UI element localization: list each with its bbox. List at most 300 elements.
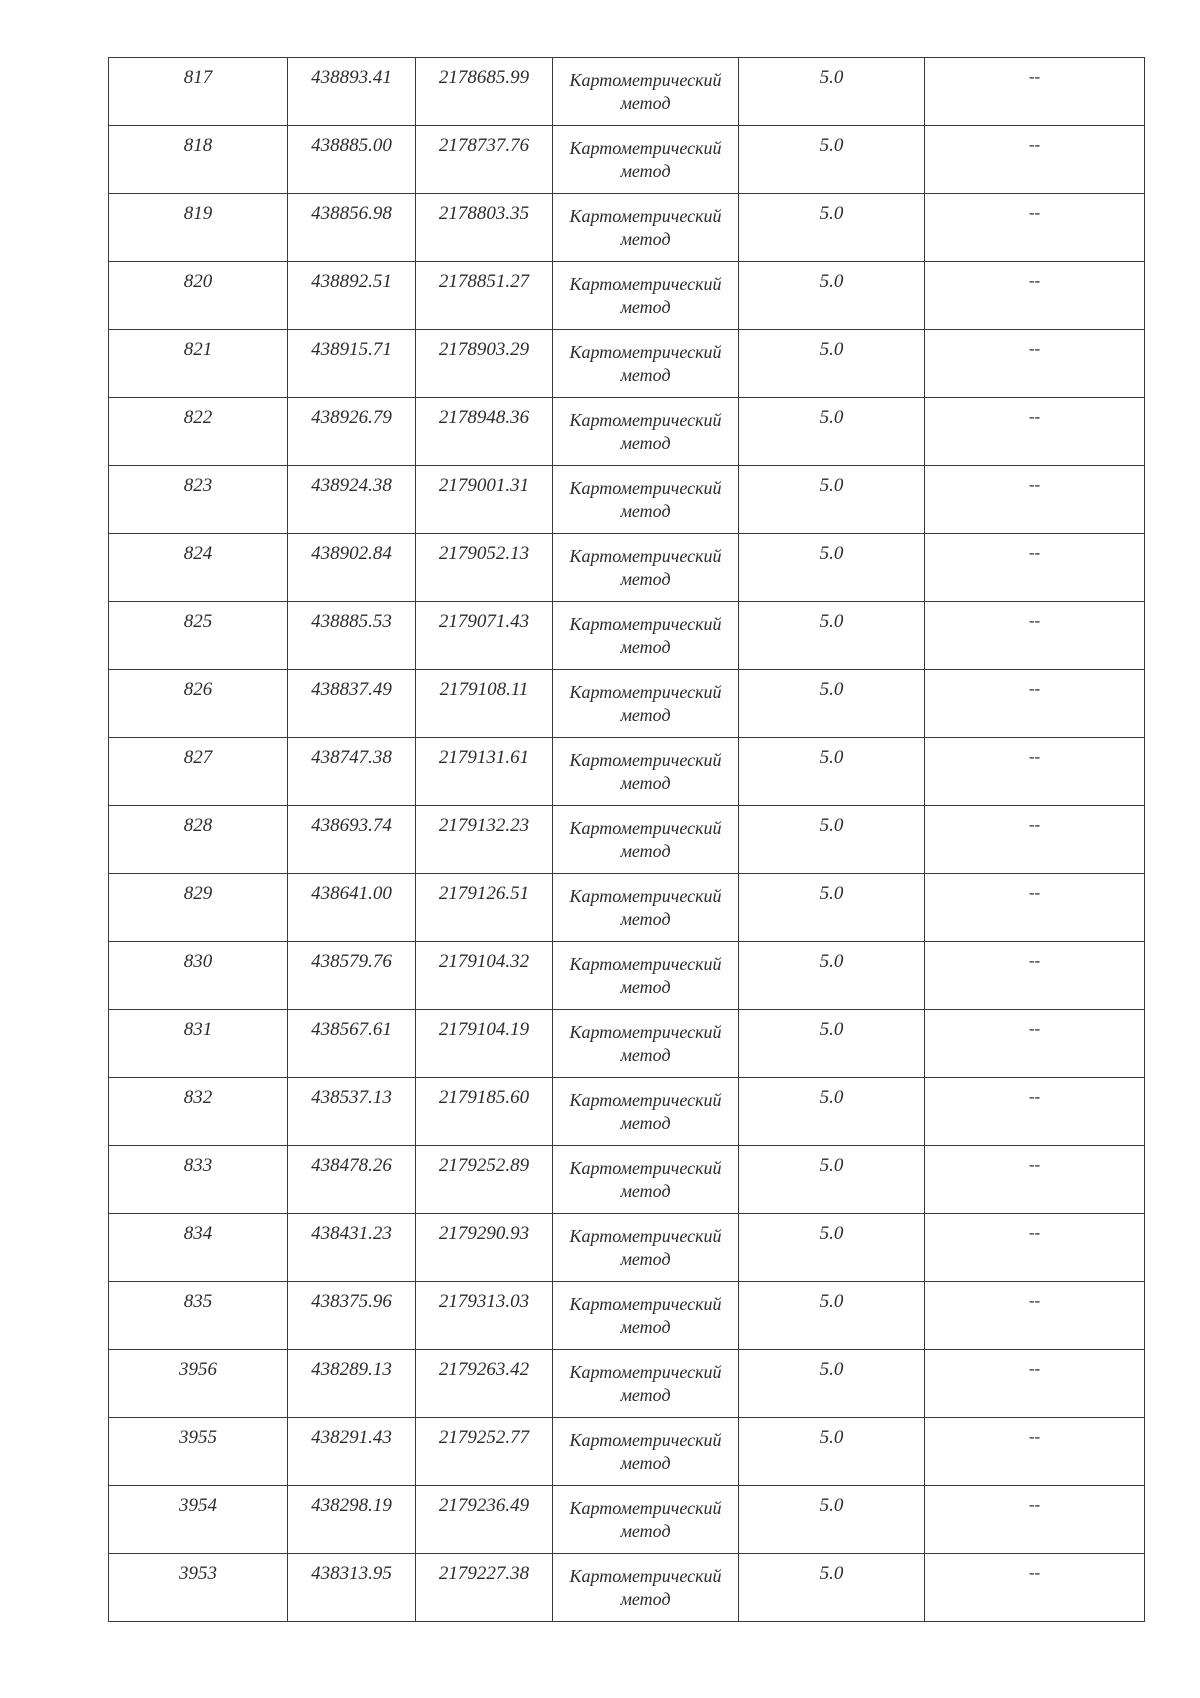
coordinate-y-text: 2179126.51 — [438, 883, 530, 904]
method-line-2: метод — [620, 297, 671, 317]
note-text: -- — [1028, 271, 1041, 290]
coordinate-x-text: 438892.51 — [311, 271, 392, 292]
method-line-1: Картометрический — [569, 1498, 722, 1518]
coordinate-x-text: 438893.41 — [311, 67, 392, 88]
coordinate-x-text: 438924.38 — [311, 475, 392, 496]
method-line-1: Картометрический — [569, 1090, 722, 1110]
table-row — [109, 1214, 1145, 1282]
note-text: -- — [1028, 1155, 1041, 1174]
coordinate-x-text: 438915.71 — [311, 339, 392, 360]
method-line-1: Картометрический — [569, 1362, 722, 1382]
coordinate-x-cell — [288, 1486, 416, 1554]
point-number-text: 820 — [183, 271, 213, 292]
coordinate-x-text: 438641.00 — [311, 883, 392, 904]
note-cell — [925, 806, 1145, 874]
accuracy-text: 5.0 — [819, 747, 844, 768]
method-text — [553, 1146, 738, 1203]
method-line-1: Картометрический — [569, 342, 722, 362]
method-line-1: Картометрический — [569, 206, 722, 226]
note-cell — [925, 1350, 1145, 1418]
accuracy-text: 5.0 — [819, 543, 844, 564]
method-line-2: метод — [620, 1317, 671, 1337]
method-line-2: метод — [620, 1589, 671, 1609]
note-cell — [925, 398, 1145, 466]
point-number-cell — [109, 1350, 288, 1418]
accuracy-cell — [739, 874, 925, 942]
method-text — [553, 874, 738, 931]
point-number-text: 824 — [183, 543, 213, 564]
note-cell — [925, 262, 1145, 330]
method-cell — [553, 194, 739, 262]
method-line-1: Картометрический — [569, 1226, 722, 1246]
point-number-text: 834 — [183, 1223, 213, 1244]
method-line-2: метод — [620, 841, 671, 861]
method-line-1: Картометрический — [569, 138, 722, 158]
table-row — [109, 1010, 1145, 1078]
point-number-text: 823 — [183, 475, 213, 496]
method-text — [553, 58, 738, 115]
coordinate-y-cell — [416, 1078, 553, 1146]
note-text: -- — [1028, 1563, 1041, 1582]
note-text: -- — [1028, 1019, 1041, 1038]
method-text — [553, 1010, 738, 1067]
method-line-1: Картометрический — [569, 546, 722, 566]
coordinate-y-cell — [416, 1010, 553, 1078]
method-line-1: Картометрический — [569, 818, 722, 838]
note-cell — [925, 194, 1145, 262]
note-text: -- — [1028, 135, 1041, 154]
method-line-2: метод — [620, 433, 671, 453]
note-text: -- — [1028, 543, 1041, 562]
method-cell — [553, 1486, 739, 1554]
coordinate-x-cell — [288, 602, 416, 670]
point-number-cell — [109, 1146, 288, 1214]
coordinate-x-cell — [288, 466, 416, 534]
method-text — [553, 1078, 738, 1135]
coordinate-x-cell — [288, 670, 416, 738]
method-line-2: метод — [620, 569, 671, 589]
table-row — [109, 806, 1145, 874]
coordinate-y-text: 2179104.19 — [438, 1019, 530, 1040]
table-row — [109, 1486, 1145, 1554]
coordinate-x-text: 438291.43 — [311, 1427, 392, 1448]
method-text — [553, 398, 738, 455]
note-cell — [925, 942, 1145, 1010]
method-line-1: Картометрический — [569, 682, 722, 702]
point-number-cell — [109, 126, 288, 194]
coordinate-y-text: 2179185.60 — [438, 1087, 530, 1108]
coordinate-y-cell — [416, 670, 553, 738]
coordinate-x-text: 438567.61 — [311, 1019, 392, 1040]
point-number-text: 822 — [183, 407, 213, 428]
point-number-cell — [109, 534, 288, 602]
coordinate-y-text: 2179001.31 — [438, 475, 530, 496]
accuracy-text: 5.0 — [819, 951, 844, 972]
coordinate-y-text: 2178948.36 — [438, 407, 530, 428]
method-line-1: Картометрический — [569, 1022, 722, 1042]
coordinate-y-cell — [416, 1146, 553, 1214]
point-number-text: 831 — [183, 1019, 213, 1040]
point-number-cell — [109, 602, 288, 670]
table-row — [109, 1418, 1145, 1486]
point-number-cell — [109, 738, 288, 806]
method-cell — [553, 398, 739, 466]
accuracy-text: 5.0 — [819, 1359, 844, 1380]
method-line-1: Картометрический — [569, 274, 722, 294]
note-cell — [925, 126, 1145, 194]
accuracy-cell — [739, 330, 925, 398]
table-row — [109, 126, 1145, 194]
method-text — [553, 1486, 738, 1543]
coordinate-x-text: 438313.95 — [311, 1563, 392, 1584]
accuracy-text: 5.0 — [819, 271, 844, 292]
method-line-2: метод — [620, 1521, 671, 1541]
table-row — [109, 942, 1145, 1010]
accuracy-text: 5.0 — [819, 1087, 844, 1108]
method-cell — [553, 942, 739, 1010]
coordinate-x-text: 438885.00 — [311, 135, 392, 156]
note-text: -- — [1028, 679, 1041, 698]
method-line-2: метод — [620, 637, 671, 657]
note-cell — [925, 1418, 1145, 1486]
point-number-text: 3956 — [179, 1359, 217, 1380]
coordinate-y-cell — [416, 1214, 553, 1282]
method-line-2: метод — [620, 501, 671, 521]
note-cell — [925, 330, 1145, 398]
method-text — [553, 738, 738, 795]
accuracy-text: 5.0 — [819, 135, 844, 156]
coordinate-x-cell — [288, 330, 416, 398]
coordinate-x-text: 438693.74 — [311, 815, 392, 836]
method-text — [553, 1418, 738, 1475]
coordinate-x-cell — [288, 534, 416, 602]
accuracy-cell — [739, 1078, 925, 1146]
coordinate-x-cell — [288, 126, 416, 194]
coordinate-x-cell — [288, 1010, 416, 1078]
coordinate-x-text: 438856.98 — [311, 203, 392, 224]
method-line-1: Картометрический — [569, 70, 722, 90]
method-line-1: Картометрический — [569, 1294, 722, 1314]
point-number-text: 826 — [183, 679, 213, 700]
accuracy-cell — [739, 1010, 925, 1078]
method-line-2: метод — [620, 977, 671, 997]
coordinate-x-cell — [288, 1214, 416, 1282]
accuracy-cell — [739, 1554, 925, 1622]
method-cell — [553, 738, 739, 806]
method-cell — [553, 874, 739, 942]
note-cell — [925, 670, 1145, 738]
coordinate-y-cell — [416, 126, 553, 194]
coordinate-x-text: 438885.53 — [311, 611, 392, 632]
method-line-2: метод — [620, 1113, 671, 1133]
method-cell — [553, 466, 739, 534]
note-text: -- — [1028, 1359, 1041, 1378]
coordinate-y-text: 2179252.77 — [438, 1427, 530, 1448]
point-number-cell — [109, 262, 288, 330]
coordinate-y-text: 2178903.29 — [438, 339, 530, 360]
method-text — [553, 602, 738, 659]
table-row — [109, 1078, 1145, 1146]
coordinate-x-cell — [288, 874, 416, 942]
coordinate-x-text: 438537.13 — [311, 1087, 392, 1108]
coordinate-y-cell — [416, 194, 553, 262]
table-row — [109, 534, 1145, 602]
method-line-2: метод — [620, 229, 671, 249]
method-text — [553, 194, 738, 251]
note-text: -- — [1028, 1291, 1041, 1310]
note-text: -- — [1028, 747, 1041, 766]
table-row — [109, 58, 1145, 126]
method-cell — [553, 602, 739, 670]
note-text: -- — [1028, 339, 1041, 358]
method-cell — [553, 670, 739, 738]
point-number-cell — [109, 1554, 288, 1622]
accuracy-cell — [739, 738, 925, 806]
point-number-cell — [109, 1078, 288, 1146]
note-cell — [925, 58, 1145, 126]
method-cell — [553, 330, 739, 398]
coordinate-x-cell — [288, 1350, 416, 1418]
point-number-cell — [109, 874, 288, 942]
method-cell — [553, 534, 739, 602]
note-text: -- — [1028, 203, 1041, 222]
accuracy-cell — [739, 1282, 925, 1350]
point-number-text: 818 — [183, 135, 213, 156]
accuracy-cell — [739, 602, 925, 670]
coordinate-x-text: 438579.76 — [311, 951, 392, 972]
table-body — [109, 58, 1145, 1622]
note-cell — [925, 1010, 1145, 1078]
note-text: -- — [1028, 1495, 1041, 1514]
coordinate-y-text: 2179132.23 — [438, 815, 530, 836]
table-row — [109, 602, 1145, 670]
point-number-text: 830 — [183, 951, 213, 972]
coordinate-x-text: 438837.49 — [311, 679, 392, 700]
note-text: -- — [1028, 951, 1041, 970]
note-cell — [925, 1078, 1145, 1146]
table-row — [109, 738, 1145, 806]
point-number-text: 819 — [183, 203, 213, 224]
coordinate-y-cell — [416, 1554, 553, 1622]
coordinate-x-cell — [288, 1554, 416, 1622]
method-line-1: Картометрический — [569, 478, 722, 498]
method-cell — [553, 1554, 739, 1622]
coordinate-y-text: 2179252.89 — [438, 1155, 530, 1176]
accuracy-text: 5.0 — [819, 1563, 844, 1584]
method-line-2: метод — [620, 1453, 671, 1473]
method-line-1: Картометрический — [569, 614, 722, 634]
coordinate-y-cell — [416, 262, 553, 330]
point-number-text: 829 — [183, 883, 213, 904]
point-number-cell — [109, 1486, 288, 1554]
coordinate-y-cell — [416, 330, 553, 398]
method-line-2: метод — [620, 93, 671, 113]
method-cell — [553, 806, 739, 874]
point-number-cell — [109, 670, 288, 738]
method-text — [553, 1350, 738, 1407]
coordinate-y-cell — [416, 398, 553, 466]
method-line-2: метод — [620, 1045, 671, 1065]
accuracy-text: 5.0 — [819, 1155, 844, 1176]
point-number-text: 832 — [183, 1087, 213, 1108]
point-number-text: 828 — [183, 815, 213, 836]
point-number-text: 3953 — [179, 1563, 217, 1584]
note-cell — [925, 466, 1145, 534]
method-line-2: метод — [620, 1249, 671, 1269]
table-row — [109, 670, 1145, 738]
coordinate-x-cell — [288, 1282, 416, 1350]
point-number-text: 835 — [183, 1291, 213, 1312]
coordinate-y-cell — [416, 1418, 553, 1486]
coordinate-y-cell — [416, 1282, 553, 1350]
table-row — [109, 1350, 1145, 1418]
coordinate-x-text: 438926.79 — [311, 407, 392, 428]
accuracy-cell — [739, 398, 925, 466]
method-text — [553, 1554, 738, 1611]
table-row — [109, 398, 1145, 466]
table-row — [109, 1554, 1145, 1622]
accuracy-text: 5.0 — [819, 1223, 844, 1244]
coordinate-x-text: 438478.26 — [311, 1155, 392, 1176]
coordinate-y-text: 2179313.03 — [438, 1291, 530, 1312]
method-cell — [553, 262, 739, 330]
coordinate-x-cell — [288, 194, 416, 262]
accuracy-text: 5.0 — [819, 679, 844, 700]
coordinate-x-text: 438298.19 — [311, 1495, 392, 1516]
coordinate-y-cell — [416, 58, 553, 126]
method-line-2: метод — [620, 705, 671, 725]
point-number-text: 3954 — [179, 1495, 217, 1516]
accuracy-text: 5.0 — [819, 339, 844, 360]
accuracy-cell — [739, 126, 925, 194]
coordinate-x-text: 438375.96 — [311, 1291, 392, 1312]
point-number-cell — [109, 398, 288, 466]
point-number-text: 817 — [183, 67, 213, 88]
accuracy-text: 5.0 — [819, 883, 844, 904]
accuracy-text: 5.0 — [819, 815, 844, 836]
method-line-2: метод — [620, 365, 671, 385]
point-number-cell — [109, 466, 288, 534]
coordinate-y-cell — [416, 874, 553, 942]
note-text: -- — [1028, 1223, 1041, 1242]
coordinate-x-cell — [288, 738, 416, 806]
accuracy-cell — [739, 670, 925, 738]
coordinate-y-text: 2179290.93 — [438, 1223, 530, 1244]
method-cell — [553, 1078, 739, 1146]
method-line-1: Картометрический — [569, 750, 722, 770]
note-text: -- — [1028, 1087, 1041, 1106]
method-cell — [553, 58, 739, 126]
coordinate-y-cell — [416, 1486, 553, 1554]
accuracy-text: 5.0 — [819, 1495, 844, 1516]
coordinate-y-text: 2178737.76 — [438, 135, 530, 156]
coordinate-y-text: 2179227.38 — [438, 1563, 530, 1584]
accuracy-cell — [739, 194, 925, 262]
table-row — [109, 194, 1145, 262]
method-cell — [553, 126, 739, 194]
note-cell — [925, 1214, 1145, 1282]
coordinate-y-text: 2178851.27 — [438, 271, 530, 292]
method-line-1: Картометрический — [569, 954, 722, 974]
method-text — [553, 466, 738, 523]
accuracy-cell — [739, 466, 925, 534]
accuracy-cell — [739, 58, 925, 126]
point-number-cell — [109, 58, 288, 126]
coordinate-y-cell — [416, 466, 553, 534]
accuracy-cell — [739, 806, 925, 874]
method-line-1: Картометрический — [569, 1430, 722, 1450]
accuracy-text: 5.0 — [819, 203, 844, 224]
coordinate-x-text: 438289.13 — [311, 1359, 392, 1380]
point-number-text: 3955 — [179, 1427, 217, 1448]
accuracy-text: 5.0 — [819, 1291, 844, 1312]
method-line-1: Картометрический — [569, 410, 722, 430]
note-text: -- — [1028, 407, 1041, 426]
coordinate-y-cell — [416, 806, 553, 874]
note-text: -- — [1028, 611, 1041, 630]
coordinate-y-cell — [416, 942, 553, 1010]
point-number-cell — [109, 330, 288, 398]
method-line-1: Картометрический — [569, 886, 722, 906]
point-number-cell — [109, 1418, 288, 1486]
coordinate-y-cell — [416, 534, 553, 602]
coordinate-y-text: 2179108.11 — [439, 679, 529, 700]
coordinate-x-cell — [288, 1418, 416, 1486]
table-row — [109, 330, 1145, 398]
coordinates-table — [108, 57, 1145, 1622]
method-cell — [553, 1418, 739, 1486]
accuracy-cell — [739, 1146, 925, 1214]
coordinate-x-cell — [288, 58, 416, 126]
coordinate-x-text: 438431.23 — [311, 1223, 392, 1244]
table-row — [109, 1146, 1145, 1214]
method-text — [553, 126, 738, 183]
method-text — [553, 942, 738, 999]
method-line-2: метод — [620, 1181, 671, 1201]
accuracy-cell — [739, 262, 925, 330]
coordinate-y-text: 2179071.43 — [438, 611, 530, 632]
method-text — [553, 806, 738, 863]
point-number-text: 833 — [183, 1155, 213, 1176]
table-row — [109, 262, 1145, 330]
method-cell — [553, 1350, 739, 1418]
note-cell — [925, 534, 1145, 602]
coordinate-x-cell — [288, 1146, 416, 1214]
method-line-2: метод — [620, 1385, 671, 1405]
point-number-cell — [109, 942, 288, 1010]
note-text: -- — [1028, 815, 1041, 834]
coordinate-x-cell — [288, 1078, 416, 1146]
coordinate-y-text: 2179052.13 — [438, 543, 530, 564]
coordinate-x-text: 438902.84 — [311, 543, 392, 564]
coordinate-x-text: 438747.38 — [311, 747, 392, 768]
method-line-1: Картометрический — [569, 1566, 722, 1586]
coordinate-x-cell — [288, 806, 416, 874]
method-cell — [553, 1010, 739, 1078]
note-cell — [925, 1486, 1145, 1554]
table-row — [109, 1282, 1145, 1350]
point-number-cell — [109, 806, 288, 874]
note-cell — [925, 1282, 1145, 1350]
note-cell — [925, 738, 1145, 806]
accuracy-cell — [739, 1418, 925, 1486]
accuracy-cell — [739, 1214, 925, 1282]
accuracy-cell — [739, 1486, 925, 1554]
method-line-2: метод — [620, 161, 671, 181]
coordinate-x-cell — [288, 262, 416, 330]
note-text: -- — [1028, 883, 1041, 902]
point-number-cell — [109, 1282, 288, 1350]
